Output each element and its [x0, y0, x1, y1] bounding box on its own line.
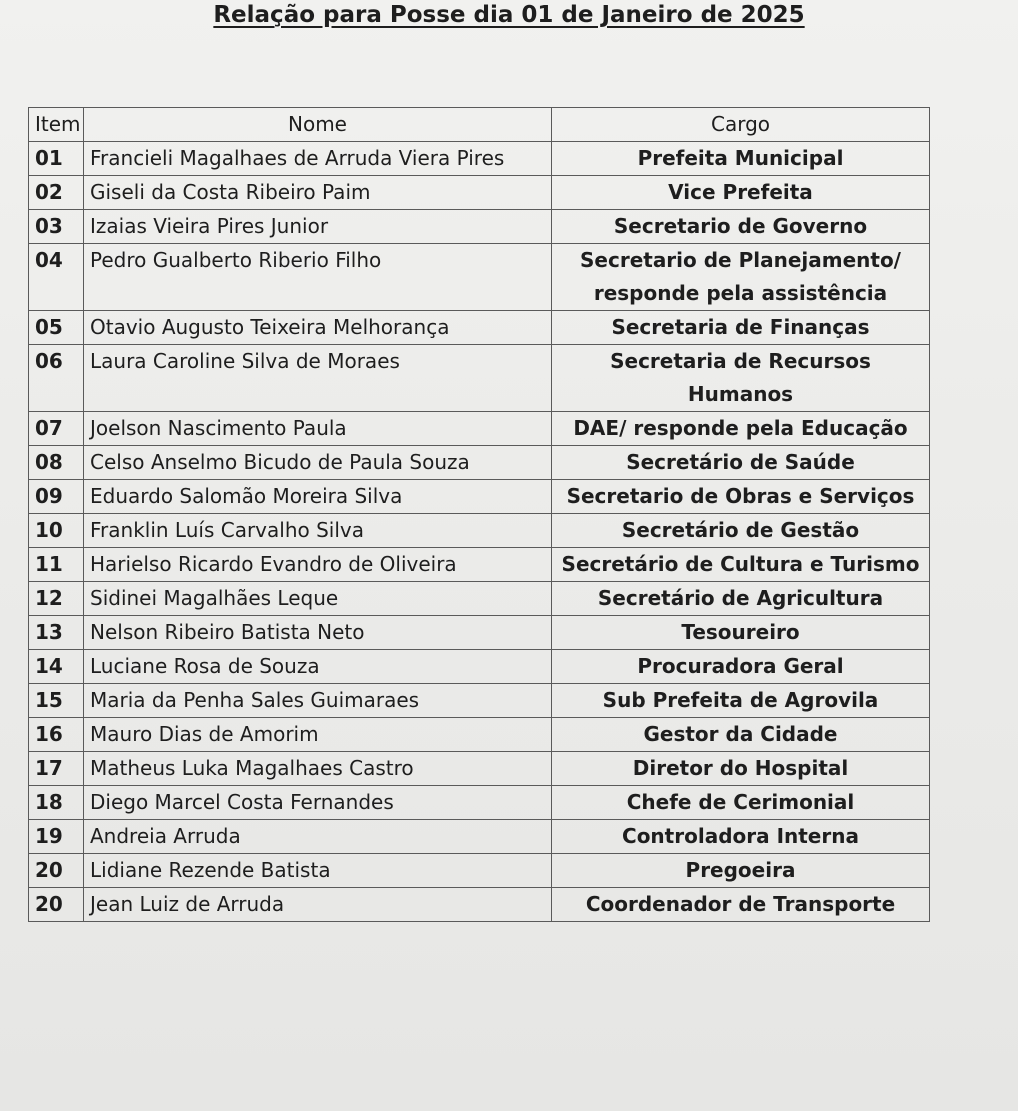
- table-row: [29, 548, 930, 582]
- row-nome: Nelson Ribeiro Batista Neto: [84, 616, 552, 650]
- row-cargo: DAE/ responde pela Educação: [552, 412, 930, 446]
- row-item: 14: [29, 650, 84, 684]
- row-cargo: Secretario de Planejamento/ responde pela assistência: [552, 244, 930, 311]
- row-nome: Maria da Penha Sales Guimaraes: [84, 684, 552, 718]
- row-nome: Luciane Rosa de Souza: [84, 650, 552, 684]
- row-cargo: Controladora Interna: [552, 820, 930, 854]
- row-item: 13: [29, 616, 84, 650]
- table-row: [29, 616, 930, 650]
- row-cargo: Vice Prefeita: [552, 176, 930, 210]
- table-row: [29, 514, 930, 548]
- row-nome: Joelson Nascimento Paula: [84, 412, 552, 446]
- table-row: [29, 582, 930, 616]
- row-nome: Harielso Ricardo Evandro de Oliveira: [84, 548, 552, 582]
- row-nome: Laura Caroline Silva de Moraes: [84, 345, 552, 412]
- row-item: 03: [29, 210, 84, 244]
- row-nome: Sidinei Magalhães Leque: [84, 582, 552, 616]
- row-item: 12: [29, 582, 84, 616]
- table-row: [29, 854, 930, 888]
- row-cargo: Gestor da Cidade: [552, 718, 930, 752]
- row-nome: Pedro Gualberto Riberio Filho: [84, 244, 552, 311]
- row-item: 20: [29, 854, 84, 888]
- row-cargo: Secretário de Gestão: [552, 514, 930, 548]
- row-cargo: Sub Prefeita de Agrovila: [552, 684, 930, 718]
- row-nome: Giseli da Costa Ribeiro Paim: [84, 176, 552, 210]
- table-row: [29, 311, 930, 345]
- row-cargo: Prefeita Municipal: [552, 142, 930, 176]
- header-item: Item: [29, 108, 84, 142]
- row-cargo: Secretario de Obras e Serviços: [552, 480, 930, 514]
- table-row: [29, 412, 930, 446]
- row-item: 02: [29, 176, 84, 210]
- table-row: [29, 244, 930, 311]
- row-nome: Diego Marcel Costa Fernandes: [84, 786, 552, 820]
- row-cargo: Secretário de Saúde: [552, 446, 930, 480]
- row-item: 01: [29, 142, 84, 176]
- row-item: 19: [29, 820, 84, 854]
- row-item: 09: [29, 480, 84, 514]
- row-nome: Otavio Augusto Teixeira Melhorança: [84, 311, 552, 345]
- row-cargo: Diretor do Hospital: [552, 752, 930, 786]
- row-item: 18: [29, 786, 84, 820]
- row-item: 15: [29, 684, 84, 718]
- table-row: [29, 786, 930, 820]
- table-row: [29, 684, 930, 718]
- row-item: 16: [29, 718, 84, 752]
- table-row: [29, 718, 930, 752]
- row-cargo: Procuradora Geral: [552, 650, 930, 684]
- row-item: 08: [29, 446, 84, 480]
- row-item: 04: [29, 244, 84, 311]
- table-row: [29, 752, 930, 786]
- row-nome: Mauro Dias de Amorim: [84, 718, 552, 752]
- row-nome: Jean Luiz de Arruda: [84, 888, 552, 922]
- document-title-text: Relação para Posse dia 01 de Janeiro de 2025: [213, 2, 805, 28]
- header-cargo: Cargo: [552, 108, 930, 142]
- table-row: [29, 480, 930, 514]
- row-nome: Celso Anselmo Bicudo de Paula Souza: [84, 446, 552, 480]
- row-item: 07: [29, 412, 84, 446]
- row-cargo: Tesoureiro: [552, 616, 930, 650]
- row-cargo: Secretário de Agricultura: [552, 582, 930, 616]
- table-row: [29, 820, 930, 854]
- roster-table: [28, 107, 930, 922]
- row-item: 11: [29, 548, 84, 582]
- row-item: 20: [29, 888, 84, 922]
- table-row: [29, 650, 930, 684]
- row-cargo: Secretário de Cultura e Turismo: [552, 548, 930, 582]
- row-nome: Izaias Vieira Pires Junior: [84, 210, 552, 244]
- row-item: 05: [29, 311, 84, 345]
- row-item: 17: [29, 752, 84, 786]
- row-nome: Matheus Luka Magalhaes Castro: [84, 752, 552, 786]
- row-cargo: Secretaria de Recursos Humanos: [552, 345, 930, 412]
- row-cargo: Secretario de Governo: [552, 210, 930, 244]
- row-nome: Andreia Arruda: [84, 820, 552, 854]
- table-row: [29, 446, 930, 480]
- table-header-row: [29, 108, 930, 142]
- table-row: [29, 345, 930, 412]
- row-nome: Eduardo Salomão Moreira Silva: [84, 480, 552, 514]
- table-row: [29, 210, 930, 244]
- header-nome: Nome: [84, 108, 552, 142]
- row-cargo: Secretaria de Finanças: [552, 311, 930, 345]
- table-row: [29, 888, 930, 922]
- table-row: [29, 142, 930, 176]
- table-row: [29, 176, 930, 210]
- row-cargo: Coordenador de Transporte: [552, 888, 930, 922]
- row-cargo: Pregoeira: [552, 854, 930, 888]
- document-title: [0, 2, 1018, 28]
- row-item: 06: [29, 345, 84, 412]
- row-item: 10: [29, 514, 84, 548]
- row-cargo: Chefe de Cerimonial: [552, 786, 930, 820]
- row-nome: Francieli Magalhaes de Arruda Viera Pires: [84, 142, 552, 176]
- row-nome: Franklin Luís Carvalho Silva: [84, 514, 552, 548]
- row-nome: Lidiane Rezende Batista: [84, 854, 552, 888]
